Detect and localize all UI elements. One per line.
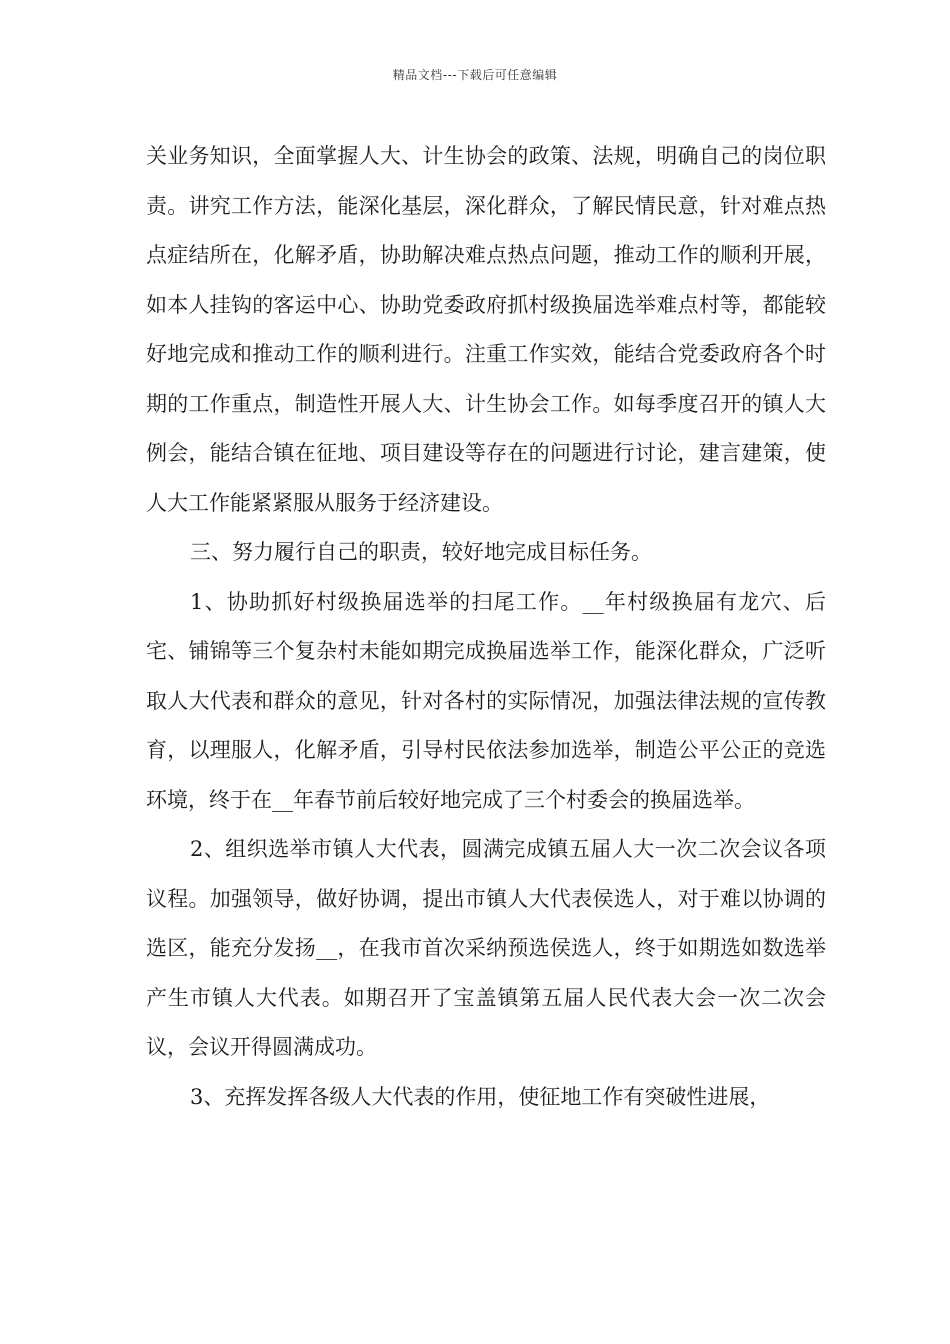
paragraph-item-2: 2、组织选举市镇人大代表，圆满完成镇五届人大一次二次会议各项议程。加强领导，做好协调，提出市镇人大代表侯选人，对于难以协调的选区，能充分发扬__，在我市首次采纳预选侯选人，终于如期选如数选举产生市镇人大代表。如期召开了宝盖镇第五届人民代表大会一次二次会议，会议开得圆满成功。 [146,837,826,1059]
paragraph-continuation: 关业务知识，全面掌握人大、计生协会的政策、法规，明确自己的岗位职责。讲究工作方法，能深化基层，深化群众，了解民情民意，针对难点热点症结所在，化解矛盾，协助解决难点热点问题，推动工作的顺利开展，如本人挂钩的客运中心、协助党委政府抓村级换届选举难点村等，都能较好地完成和推动工作的顺利进行。注重工作实效，能结合党委政府各个时期的工作重点，制造性开展人大、计生协会工作。如每季度召开的镇人大例会，能结合镇在征地、项目建设等存在的问题进行讨论，建言建策，使人大工作能紧紧服从服务于经济建设。 [146,144,826,515]
section-heading-three: 三、努力履行自己的职责，较好地完成目标任务。 [190,540,652,564]
document-body [146,132,826,1122]
paragraph-item-3: 3、充挥发挥各级人大代表的作用，使征地工作有突破性进展， [190,1084,771,1109]
paragraph-item-1: 1、协助抓好村级换届选举的扫尾工作。__年村级换届有龙穴、后宅、铺锦等三个复杂村未能如期完成换届选举工作，能深化群众，广泛听取人大代表和群众的意见，针对各村的实际情况，加强法律法规的宣传教育，以理服人，化解矛盾，引导村民依法参加选举，制造公平公正的竞选环境，终于在__年春节前后较好地完成了三个村委会的换届选举。 [146,589,826,812]
page-header: 精品文档---下载后可任意编辑 [392,68,558,82]
